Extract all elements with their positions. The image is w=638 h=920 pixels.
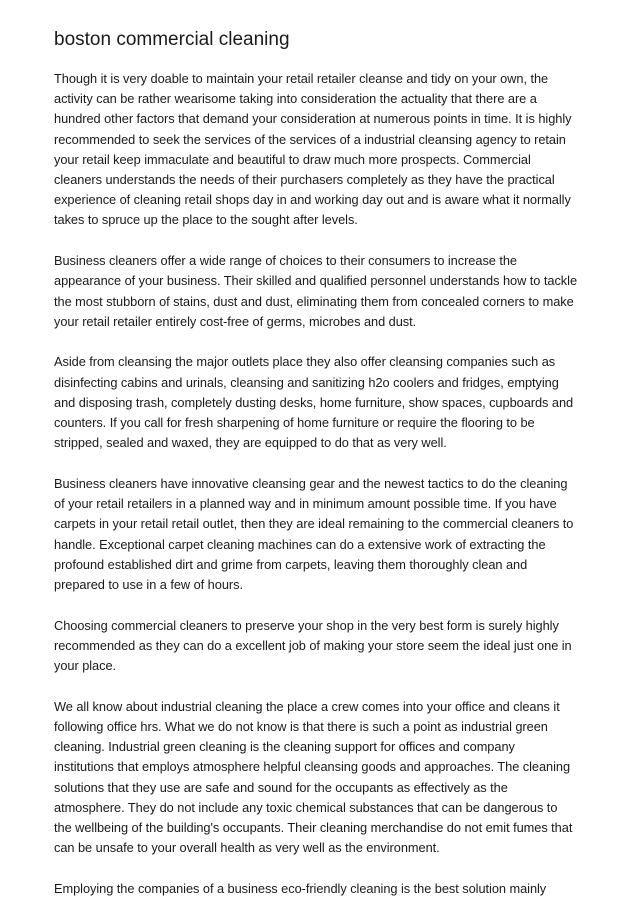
- paragraph-7: Employing the companies of a business eco-friendly cleaning is the best solution mainly: [54, 880, 547, 896]
- paragraph-1: Though it is very doable to maintain your retail retailer cleanse and tidy on your own, the activity can be rather wearisome taking into consideration the actuality that there are a hundred other factors that demand your consideration at numerous points in time. It is highly recommended to seek the services of the services of a industrial cleansing agency to retain your retail keep immaculate and beautiful to draw much more prospects. Commercial cleaners understands the needs of their purchasers completely as they have the practical experience of cleaning retail shops day in and working day out and is aware what it normally takes to spruce up the place to the sought after levels.: [54, 71, 572, 228]
- document-title: boston commercial cleaning: [54, 29, 290, 50]
- document-page: [54, 28, 588, 920]
- paragraph-3: Aside from cleansing the major outlets place they also offer cleansing companies such as disinfecting cabins and urinals, cleansing and sanitizing h2o coolers and fridges, emptying and disposing trash, completely dusting desks, home furniture, show spaces, cupboards and counters. If you call for fresh sharpening of home furniture or require the flooring to be stripped, sealed and waxed, they are equipped to do that as very well.: [54, 354, 574, 451]
- paragraph-6: We all know about industrial cleaning the place a crew comes into your office and cleans it following office hrs. What we do not know is that there is such a point as industrial green cleaning. Industrial green cleaning is the cleaning support for offices and company institutions that employs atmosphere helpful cleansing goods and approaches. The cleaning solutions that they use are safe and sound for the occupants as effectively as the atmosphere. They do not include any toxic chemical substances that can be dangerous to the wellbeing of the building's occupants. Their cleaning merchandise do not emit fumes that can be unsafe to your overall health as very well as the environment.: [54, 698, 573, 856]
- paragraph-4: Business cleaners have innovative cleansing gear and the newest tactics to do the cleaning of your retail retailers in a planned way and in minimum amount possible time. If you have carpets in your retail retail outlet, then they are ideal remaining to the commercial cleaners to handle. Exceptional carpet cleaning machines can do a extensive work of extracting the profound established dirt and grime from carpets, leaving them thoroughly clean and prepared to use in a few of hours.: [54, 475, 574, 592]
- paragraph-5: Choosing commercial cleaners to preserve your shop in the very best form is surely highly recommended as they can do a excellent job of making your store seem the ideal just one in your place.: [54, 617, 572, 674]
- paragraph-2: Business cleaners offer a wide range of choices to their consumers to increase the appearance of your business. Their skilled and qualified personnel understands how to tackle the most stubborn of stains, dust and dust, eliminating them from concealed corners to make your retail retailer entirely cost-free of germs, microbes and dust.: [54, 253, 578, 329]
